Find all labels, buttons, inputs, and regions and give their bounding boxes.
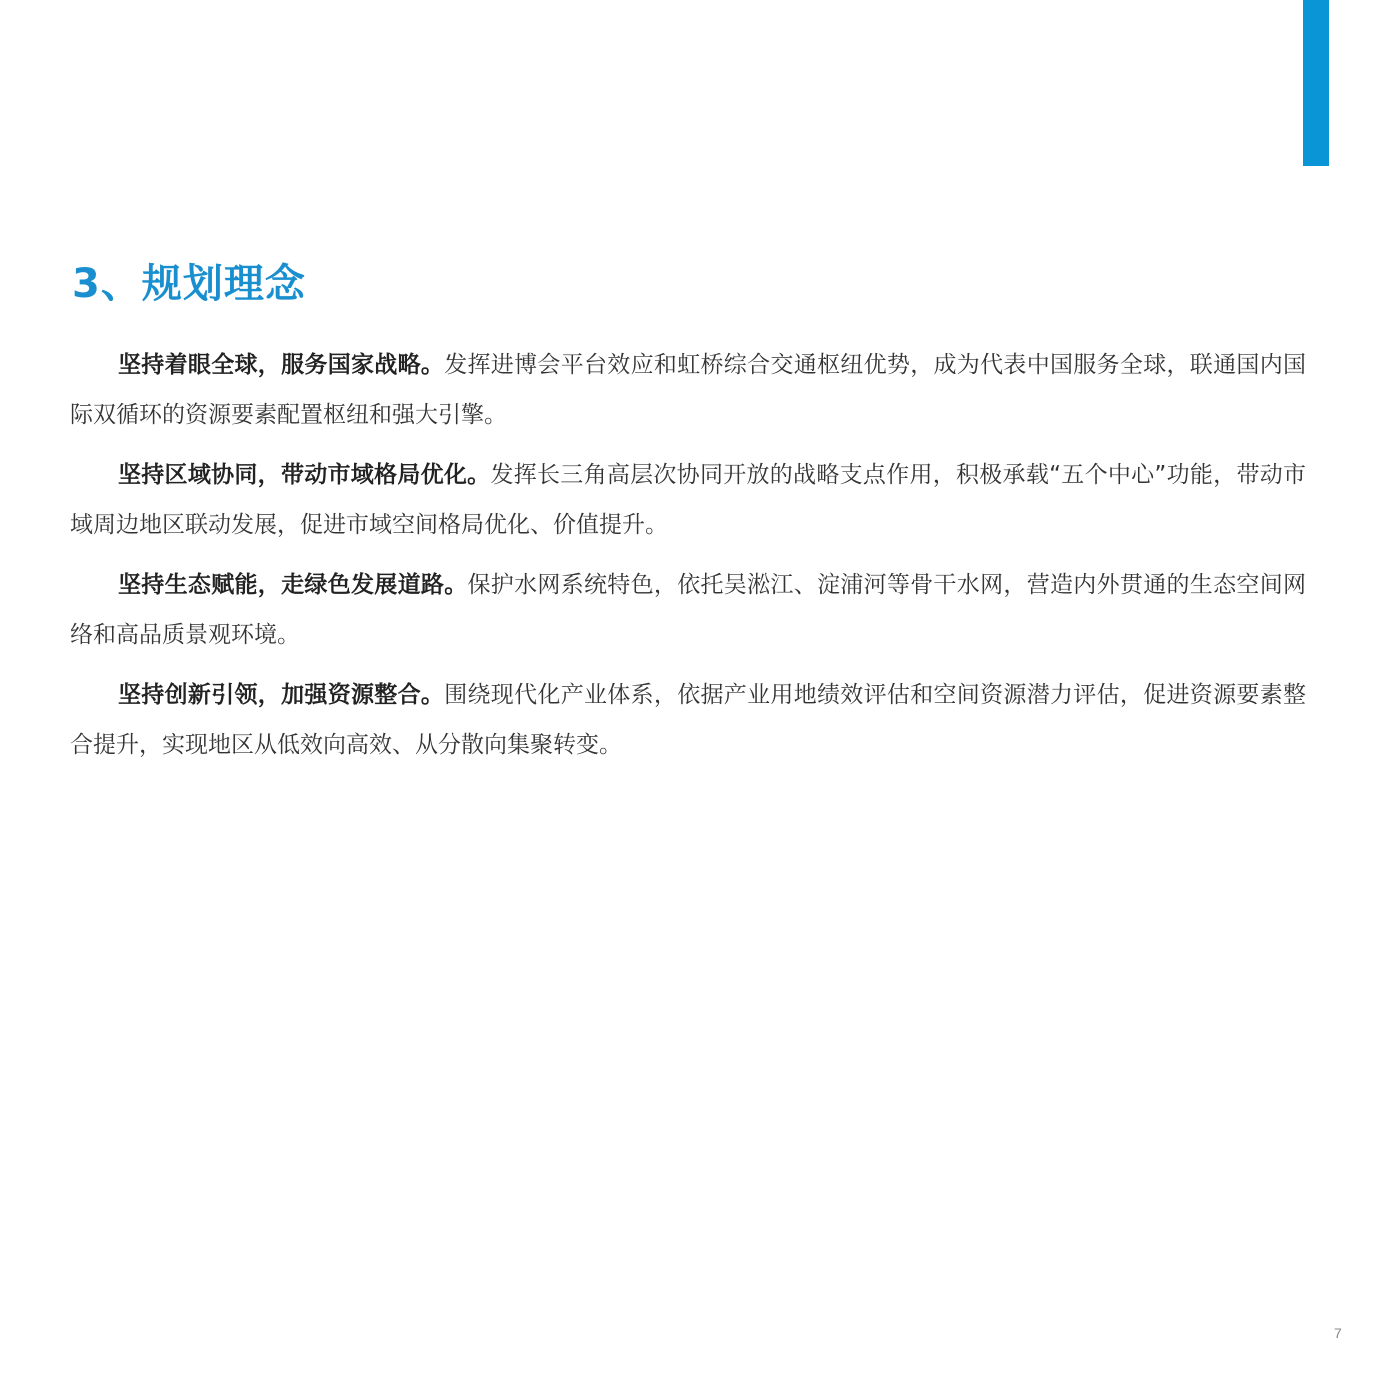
paragraph-lead: 坚持生态赋能，走绿色发展道路。	[118, 572, 468, 598]
accent-bar	[1303, 0, 1329, 166]
section-title: 3、规划理念	[72, 261, 306, 307]
paragraph-body: 发挥长三角高层次协同开放的战略支点作用，积极承载“五个中心”功能，带动市域周边地区联动发展，促进市域空间格局优化、价值提升。	[70, 462, 1306, 538]
paragraph-green-development	[70, 560, 1306, 660]
paragraph-regional-coordination	[70, 450, 1306, 550]
paragraph-body: 围绕现代化产业体系，依据产业用地绩效评估和空间资源潜力评估，促进资源要素整合提升，实现地区从低效向高效、从分散向集聚转变。	[70, 682, 1307, 758]
paragraph-lead: 坚持着眼全球，服务国家战略。	[118, 352, 445, 378]
paragraph-lead: 坚持创新引领，加强资源整合。	[118, 682, 445, 708]
content-body	[70, 340, 1306, 780]
paragraph-global-strategy	[70, 340, 1306, 440]
paragraph-lead: 坚持区域协同，带动市域格局优化。	[118, 462, 491, 488]
paragraph-body: 发挥进博会平台效应和虹桥综合交通枢纽优势，成为代表中国服务全球，联通国内国际双循环的资源要素配置枢纽和强大引擎。	[70, 352, 1307, 428]
paragraph-body: 保护水网系统特色，依托吴淞江、淀浦河等骨干水网，营造内外贯通的生态空间网络和高品质景观环境。	[70, 572, 1307, 648]
page-number: 7	[1334, 1325, 1342, 1341]
paragraph-innovation	[70, 670, 1306, 770]
